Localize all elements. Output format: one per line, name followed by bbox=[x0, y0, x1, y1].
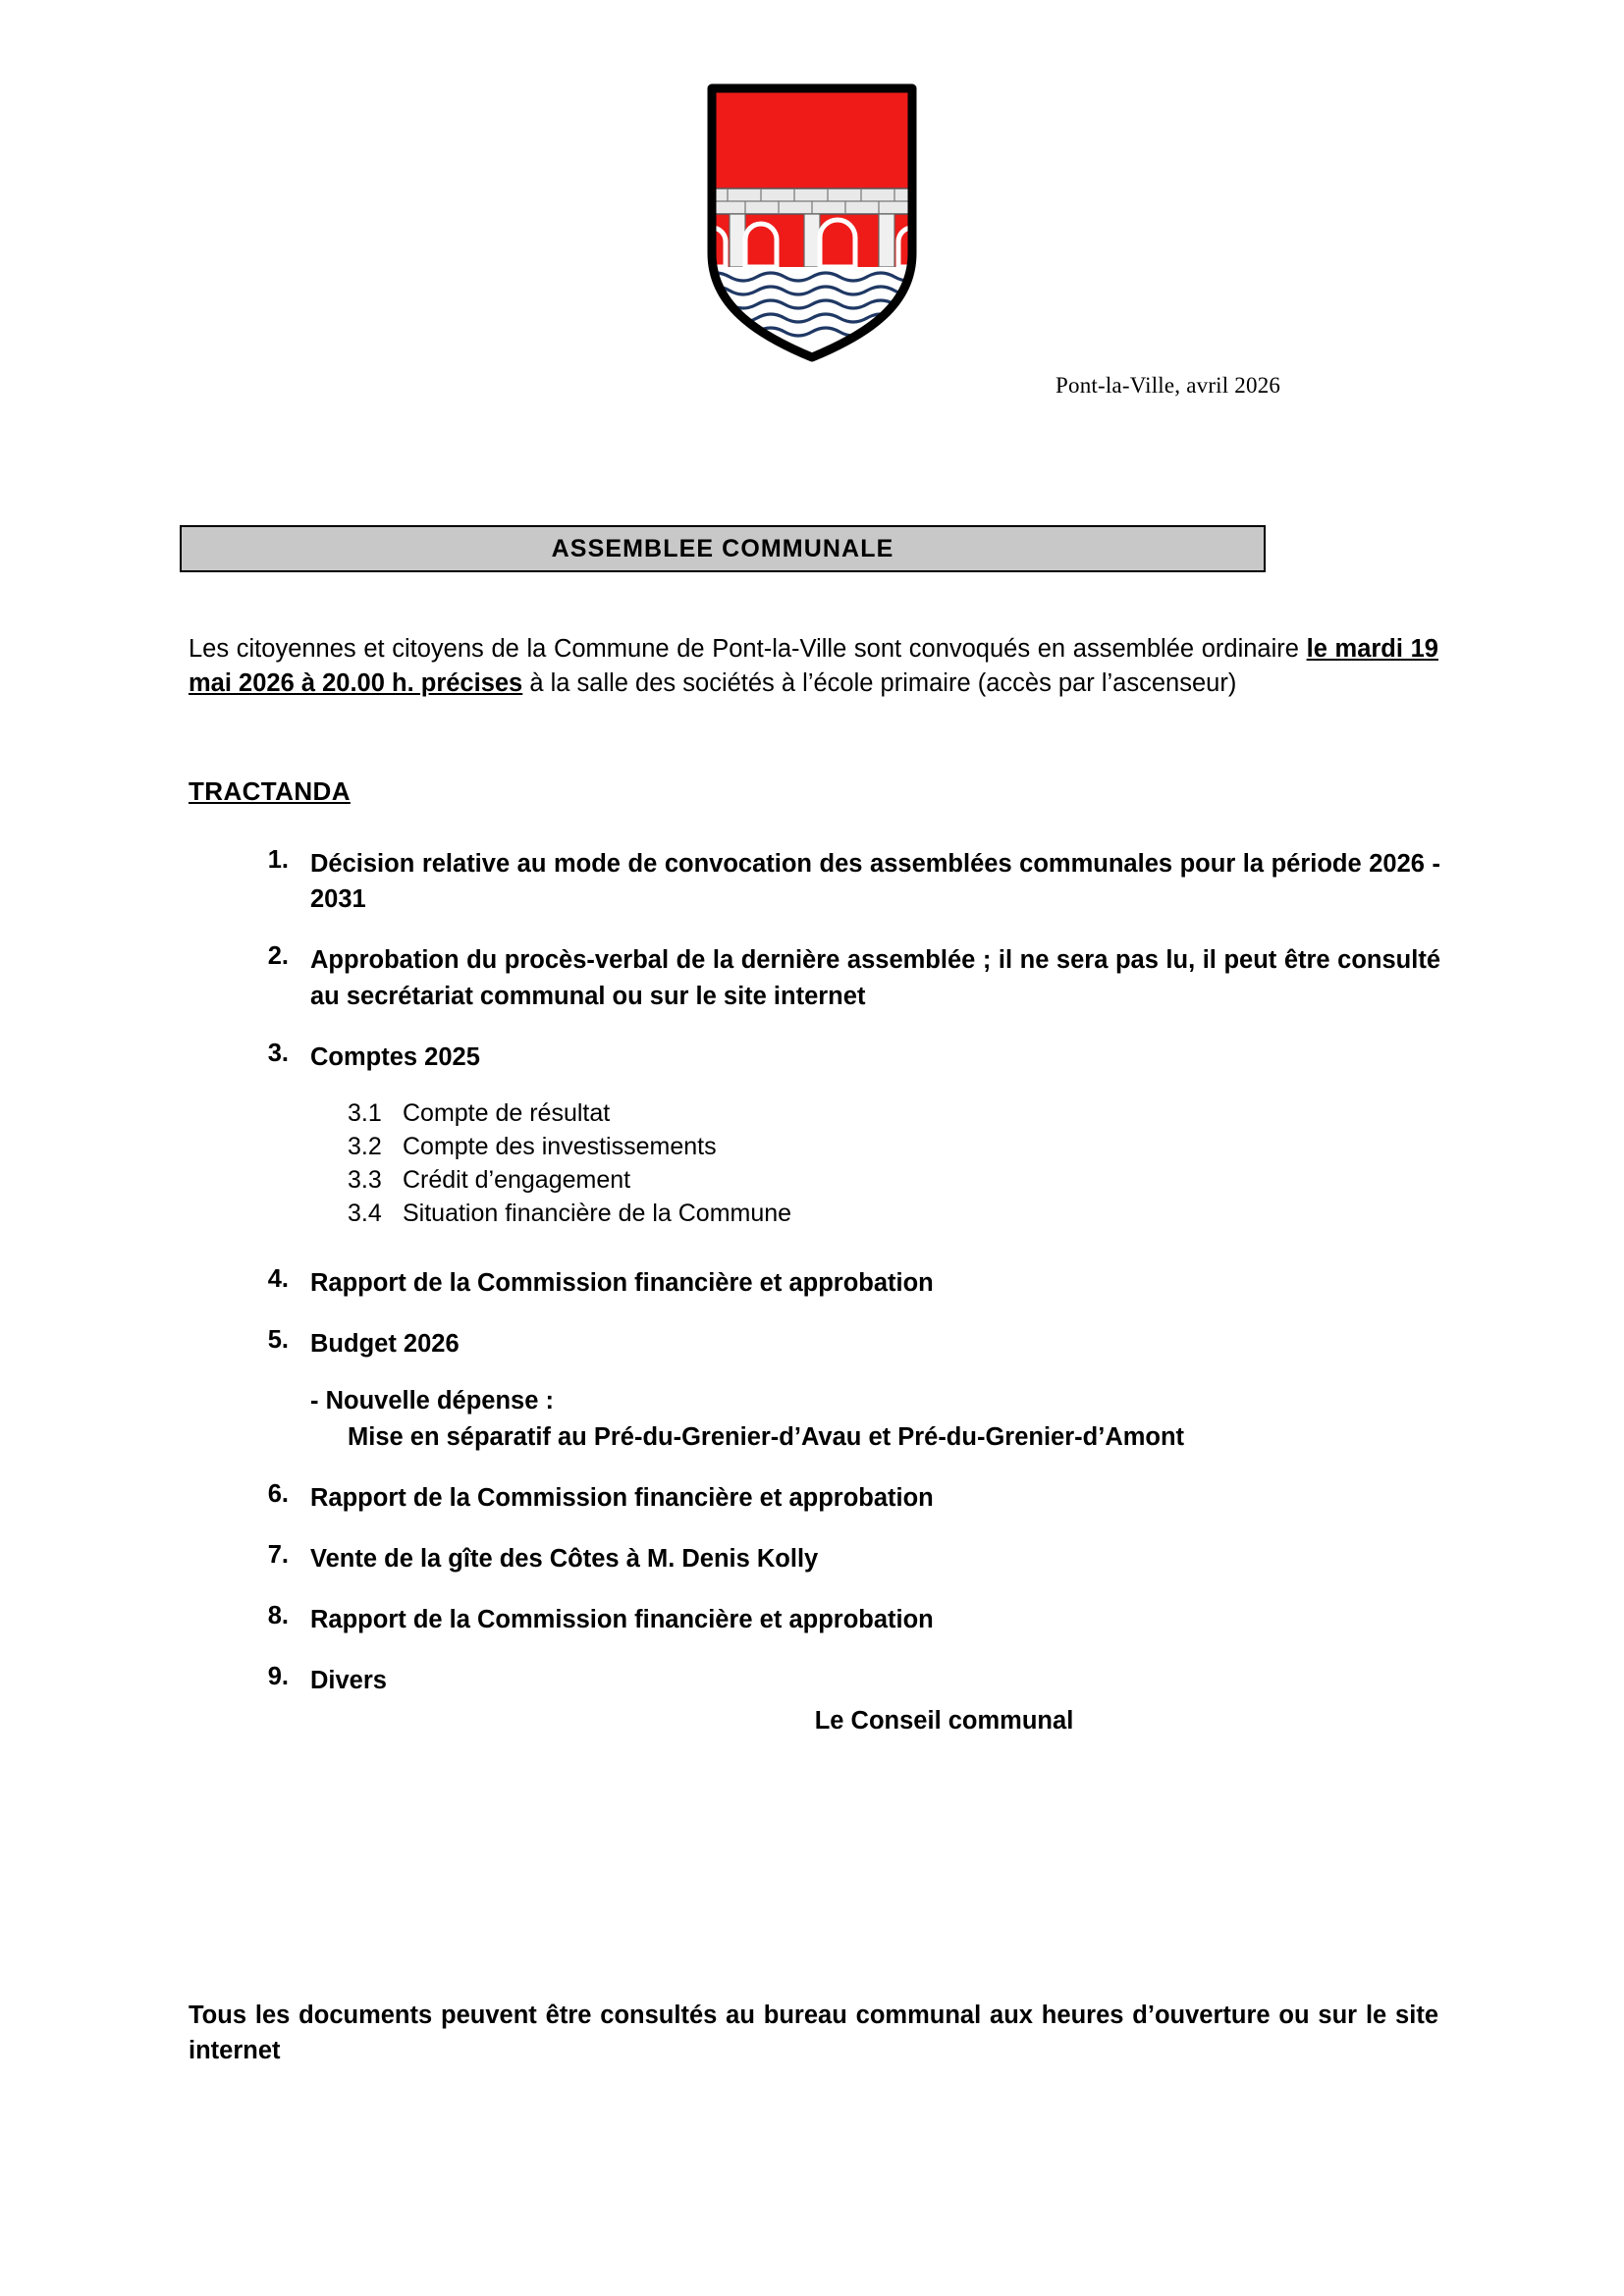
agenda-item-number: 1. bbox=[267, 846, 289, 874]
agenda-subitem-list bbox=[310, 1096, 1440, 1230]
agenda-item-text: Budget 2026 bbox=[310, 1330, 460, 1359]
agenda-item-block bbox=[310, 1040, 1440, 1240]
intro-highlight: le mardi 19 mai 2026 à 20.00 h. précises bbox=[189, 635, 1438, 698]
agenda-item bbox=[189, 1326, 1440, 1455]
agenda-item-text: Divers bbox=[310, 1667, 387, 1695]
agenda-item-text: Rapport de la Commission financière et approbation bbox=[310, 1606, 934, 1634]
agenda-subitem bbox=[348, 1197, 1440, 1230]
agenda-subitem-label: Crédit d’engagement bbox=[403, 1166, 631, 1195]
agenda-item-number: 6. bbox=[267, 1479, 289, 1508]
agenda-item-number: 5. bbox=[267, 1326, 289, 1355]
agenda-subitem bbox=[348, 1096, 1440, 1130]
agenda-item bbox=[189, 1040, 1440, 1240]
agenda-item-text: Approbation du procès-verbal de la dernière assemblée ; il ne sera pas lu, il peut être consulté au secrétariat communal ou sur le site internet bbox=[310, 946, 1440, 1010]
agenda-item-number: 2. bbox=[267, 942, 289, 971]
agenda-item-number: 7. bbox=[267, 1541, 289, 1570]
assembly-title-banner bbox=[180, 525, 1266, 572]
coat-of-arms-icon bbox=[702, 80, 922, 365]
new-expense-text: Mise en séparatif au Pré-du-Grenier-d’Avau et Pré-du-Grenier-d’Amont bbox=[348, 1422, 1185, 1451]
intro-part2: à la salle des sociétés à l’école primaire (accès par l’ascenseur) bbox=[522, 669, 1237, 698]
agenda-item bbox=[189, 1265, 1440, 1301]
agenda-subitem-label: Situation financière de la Commune bbox=[403, 1200, 792, 1228]
agenda-subitem-number: 3.3 bbox=[348, 1166, 382, 1195]
intro-part1: Les citoyennes et citoyens de la Commune de Pont-la-Ville sont convoqués en assemblée ordinaire bbox=[189, 635, 1307, 663]
agenda-item bbox=[189, 1663, 1440, 1737]
agenda-item bbox=[189, 846, 1440, 917]
agenda-item-text: Rapport de la Commission financière et approbation bbox=[310, 1483, 934, 1512]
agenda-subitem-number: 3.2 bbox=[348, 1133, 382, 1161]
agenda-subitem-number: 3.1 bbox=[348, 1099, 382, 1128]
agenda-item-number: 9. bbox=[267, 1663, 289, 1691]
agenda-item-text: Rapport de la Commission financière et approbation bbox=[310, 1269, 934, 1298]
agenda-item-text: Comptes 2025 bbox=[310, 1042, 480, 1071]
agenda-item-text: Décision relative au mode de convocation des assemblées communales pour la période 2026 - 2031 bbox=[310, 850, 1440, 914]
agenda-item-number: 3. bbox=[267, 1039, 289, 1067]
agenda-subitem bbox=[348, 1130, 1440, 1163]
intro-paragraph bbox=[189, 632, 1438, 701]
agenda-subitem-number: 3.4 bbox=[348, 1200, 382, 1228]
agenda-item bbox=[189, 942, 1440, 1013]
agenda-item-block bbox=[310, 1663, 1440, 1737]
agenda-list bbox=[189, 846, 1440, 1764]
agenda-item-block bbox=[310, 1326, 1440, 1455]
agenda-item-number: 8. bbox=[267, 1602, 289, 1630]
agenda-subitem-label: Compte des investissements bbox=[403, 1133, 717, 1161]
agenda-item-text: Vente de la gîte des Côtes à M. Denis Kolly bbox=[310, 1545, 819, 1574]
coat-of-arms bbox=[0, 80, 1624, 365]
agenda-item-number: 4. bbox=[267, 1265, 289, 1294]
agenda-subitem bbox=[348, 1163, 1440, 1197]
new-expense-block bbox=[310, 1383, 1440, 1454]
signature-line: Le Conseil communal bbox=[814, 1706, 1074, 1735]
banner-title-text: ASSEMBLEE COMMUNALE bbox=[551, 534, 894, 562]
place-date: Pont-la-Ville, avril 2026 bbox=[1056, 373, 1281, 398]
tractanda-heading: TRACTANDA bbox=[189, 776, 351, 806]
agenda-item bbox=[189, 1541, 1440, 1576]
agenda-item bbox=[189, 1602, 1440, 1637]
agenda-subitem-label: Compte de résultat bbox=[403, 1099, 611, 1128]
new-expense-heading: - Nouvelle dépense : bbox=[310, 1387, 554, 1415]
closing-note: Tous les documents peuvent être consultés au bureau communal aux heures d’ouverture ou sur le site internet bbox=[189, 2002, 1438, 2065]
agenda-item bbox=[189, 1480, 1440, 1516]
